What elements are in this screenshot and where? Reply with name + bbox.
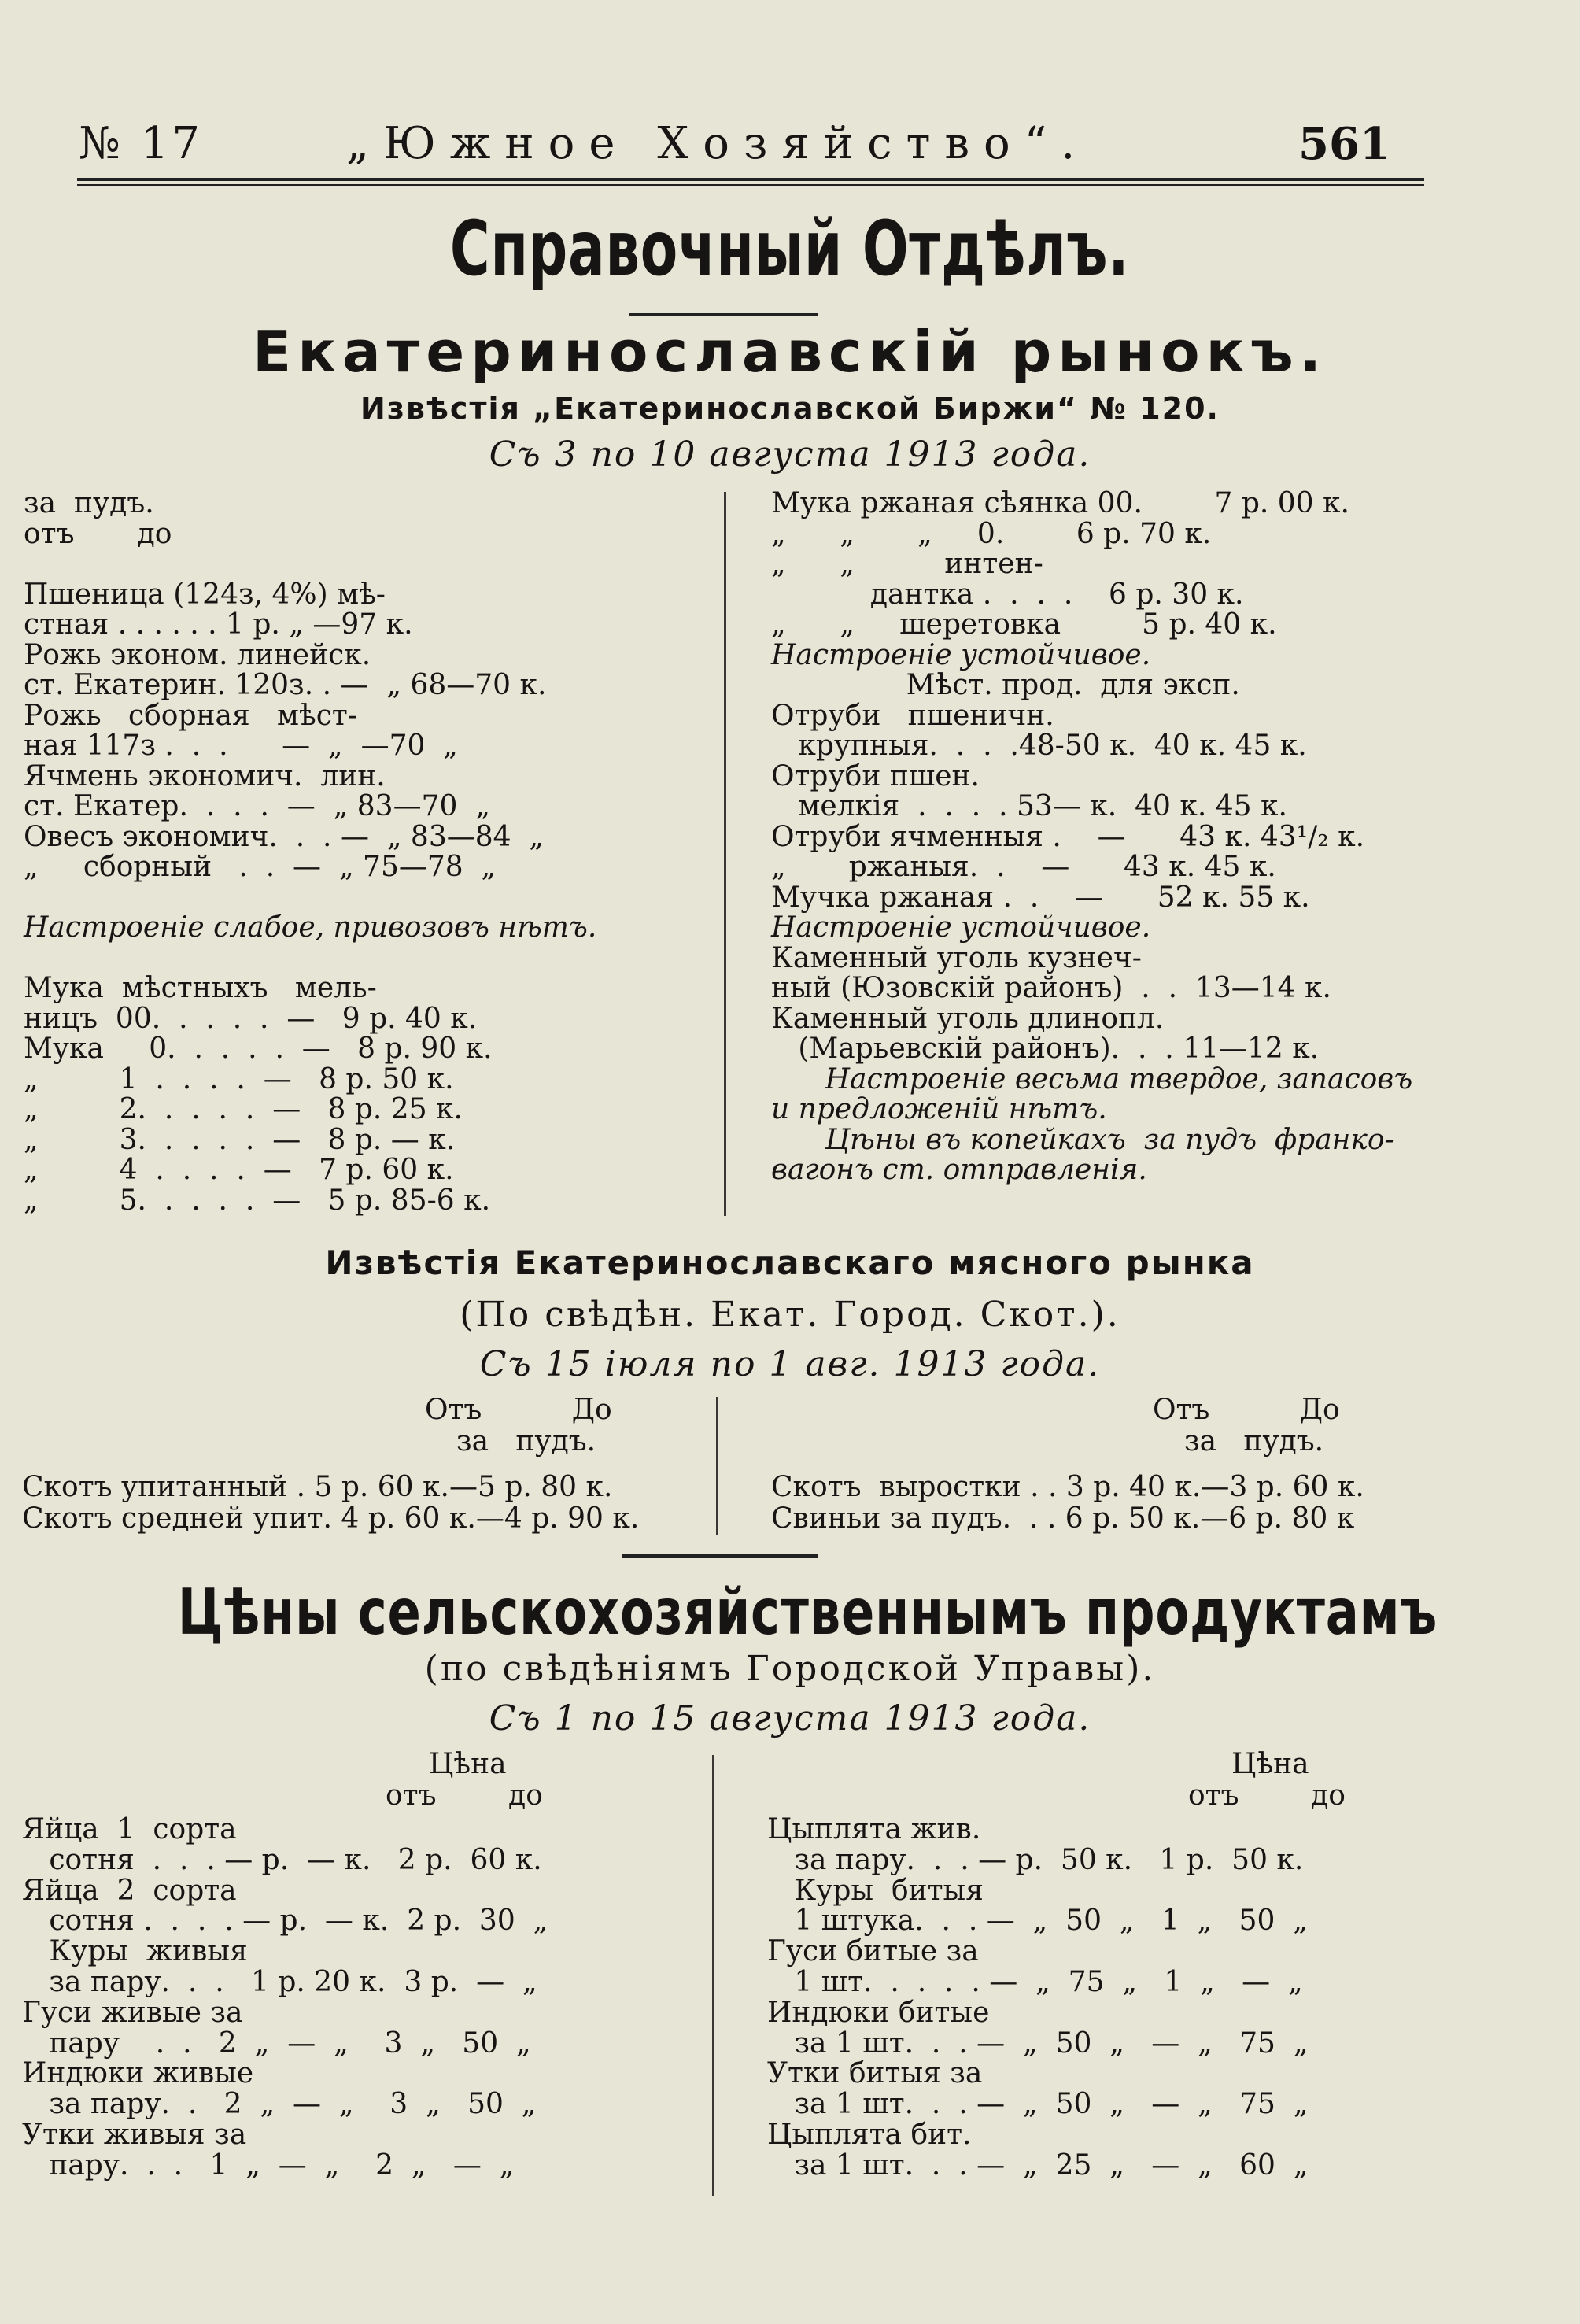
market3-right-line-12: за 1 шт. . . — „ 25 „ — „ 60 „ <box>767 2148 1309 2182</box>
market1-right-line-2: „ „ „ 0. 6 р. 70 к. <box>771 517 1212 550</box>
market1-left-line-7: ст. Екатерин. 120з. . — „ 68—70 к. <box>24 669 547 701</box>
page-number: 561 <box>1298 118 1390 170</box>
market3-divider <box>622 1554 818 1558</box>
market1-right-line-22: Цѣны въ копейкахъ за пудъ франко- <box>771 1123 1394 1156</box>
market2-left-head-unit: за пудъ. <box>456 1425 596 1458</box>
market1-left-line-18: ницъ 00. . . . . — 9 р. 40 к. <box>24 1002 478 1035</box>
market1-right-line-1: Мука ржаная сѣянка 00. 7 р. 00 к. <box>771 487 1349 519</box>
market1-left-line-4: Пшеница (124з, 4%) мѣ- <box>24 578 386 611</box>
market3-source: (по свѣдѣніямъ Городской Управы). <box>424 1649 1156 1689</box>
market3-left-line-2: сотня . . . — р. — к. 2 р. 60 к. <box>22 1843 542 1876</box>
market1-left-line-5: стная . . . . . . 1 р. „ —97 к. <box>24 608 413 641</box>
market3-left-line-6: за пару. . . 1 р. 20 к. 3 р. — „ <box>22 1966 537 1998</box>
market1-right-line-7: Мѣст. прод. для эксп. <box>771 669 1240 701</box>
market1-right-line-5: „ „ шеретовка 5 р. 40 к. <box>771 608 1277 641</box>
market3-left-line-1: Яйца 1 сорта <box>22 1813 237 1846</box>
market3-right-line-5: Гуси битые за <box>767 1935 979 1968</box>
market1-left-line-13: „ сборный . . — „ 75—78 „ <box>24 851 497 883</box>
market2-right-row-1: Скотъ выростки . . 3 р. 40 к.—3 р. 60 к. <box>771 1471 1364 1503</box>
market3-dates: Съ 1 по 15 августа 1913 года. <box>489 1698 1091 1738</box>
market3-left-line-5: Куры живыя <box>22 1935 248 1968</box>
market1-left-line-21: „ 2. . . . . — 8 р. 25 к. <box>24 1093 463 1125</box>
market1-left-line-19: Мука 0. . . . . — 8 р. 90 к. <box>24 1033 493 1065</box>
market3-right-line-11: Цыплята бит. <box>767 2119 972 2151</box>
market3-right-line-9: Утки битыя за <box>767 2057 983 2090</box>
market1-right-line-15: Настроеніе устойчивое. <box>771 911 1151 944</box>
issue-number: № 17 <box>79 118 204 169</box>
market1-left-line-6: Рожь эконом. линейск. <box>24 638 371 671</box>
market1-right-line-6: Настроеніе устойчивое. <box>771 638 1151 671</box>
market3-title-wrap <box>0 1576 1580 1649</box>
market2-column-divider <box>716 1397 718 1535</box>
market3-right-line-10: за 1 шт. . . — „ 50 „ — „ 75 „ <box>767 2088 1309 2121</box>
market1-left-line-8: Рожь сборная мѣст- <box>24 699 357 732</box>
market3-left-line-7: Гуси живые за <box>22 1996 243 2029</box>
market1-right-line-16: Каменный уголь кузнеч- <box>771 941 1142 974</box>
market1-right-line-3: „ „ интен- <box>771 548 1043 580</box>
market1-right-line-17: ный (Юзовскій районъ) . . 13—14 к. <box>771 972 1331 1004</box>
market1-dates: Съ 3 по 10 августа 1913 года. <box>489 434 1091 475</box>
market2-left-row-1: Скотъ упитанный . 5 р. 60 к.—5 р. 80 к. <box>22 1471 613 1503</box>
market1-left-line-2: отъ до <box>24 517 172 550</box>
journal-title: „Южное Хозяйство“. <box>346 118 1090 169</box>
header-rule-bottom <box>77 184 1424 186</box>
market1-column-divider <box>724 492 726 1216</box>
market3-column-divider <box>712 1755 714 2196</box>
market1-right-line-23: вагонъ ст. отправленія. <box>771 1154 1147 1186</box>
market1-right-line-14: Мучка ржаная . . — 52 к. 55 к. <box>771 881 1310 914</box>
market2-left-head-from-to: Отъ До <box>425 1394 612 1426</box>
market1-left-line-11: ст. Екатер. . . . — „ 83—70 „ <box>24 790 490 822</box>
market1-right-line-8: Отруби пшеничн. <box>771 699 1054 732</box>
market3-left-line-10: за пару. . 2 „ — „ 3 „ 50 „ <box>22 2088 537 2121</box>
market3-title: Цѣны сельскохозяйственнымъ продуктамъ <box>177 1576 1438 1649</box>
market1-right-line-12: Отруби ячменныя . — 43 к. 43¹/₂ к. <box>771 820 1365 853</box>
market2-right-row-2: Свиньи за пудъ. . . 6 р. 50 к.—6 р. 80 к <box>771 1502 1355 1535</box>
market1-right-line-10: Отруби пшен. <box>771 759 980 793</box>
market3-right-line-2: за пару. . . — р. 50 к. 1 р. 50 к. <box>767 1843 1304 1876</box>
market3-left-line-4: сотня . . . . — р. — к. 2 р. 30 „ <box>22 1905 548 1938</box>
market1-right-line-9: крупныя. . . .48-50 к. 40 к. 45 к. <box>771 730 1307 762</box>
market3-right-line-4: 1 штука. . . — „ 50 „ 1 „ 50 „ <box>767 1905 1308 1938</box>
market1-right-line-4: дантка . . . . 6 р. 30 к. <box>771 578 1244 611</box>
market1-right-line-13: „ ржаныя. . — 43 к. 45 к. <box>771 851 1276 883</box>
market1-left-line-15: Настроеніе слабое, привозовъ нѣтъ. <box>24 911 597 944</box>
market1-left-line-10: Ячмень экономич. лин. <box>24 759 386 793</box>
market2-right-head-unit: за пудъ. <box>1184 1425 1324 1458</box>
market3-right-line-7: Индюки битые <box>767 1996 990 2029</box>
market1-left-line-22: „ 3. . . . . — 8 р. — к. <box>24 1123 456 1156</box>
market1-left-line-23: „ 4 . . . . — 7 р. 60 к. <box>24 1154 454 1186</box>
market3-right-line-8: за 1 шт. . . — „ 50 „ — „ 75 „ <box>767 2027 1309 2060</box>
market3-right-head-price: Цѣна <box>1231 1748 1309 1780</box>
market1-right-line-21: и предложеній нѣтъ. <box>771 1093 1107 1125</box>
market3-right-line-1: Цыплята жив. <box>767 1813 981 1846</box>
market3-left-line-11: Утки живыя за <box>22 2119 247 2151</box>
market1-right-line-18: Каменный уголь длинопл. <box>771 1002 1165 1035</box>
header-rule-top <box>77 178 1424 181</box>
market3-right-head-from-to: отъ до <box>1188 1779 1346 1812</box>
market2-title: Извѣстія Екатеринославскаго мясного рынка <box>325 1243 1255 1282</box>
market2-source: (По свѣдѣн. Екат. Город. Скот.). <box>460 1295 1120 1335</box>
market3-left-line-3: Яйца 2 сорта <box>22 1874 237 1907</box>
market2-left-row-2: Скотъ средней упит. 4 р. 60 к.—4 р. 90 к. <box>22 1502 640 1535</box>
market2-right-head-from-to: Отъ До <box>1153 1394 1340 1426</box>
market3-left-head-price: Цѣна <box>429 1748 507 1780</box>
market3-left-line-8: пару . . 2 „ — „ 3 „ 50 „ <box>22 2027 531 2060</box>
market2-dates: Съ 15 іюля по 1 авг. 1913 года. <box>479 1344 1101 1384</box>
market3-left-line-9: Индюки живые <box>22 2057 254 2090</box>
market3-left-line-12: пару. . . 1 „ — „ 2 „ — „ <box>22 2148 515 2182</box>
market1-left-line-1: за пудъ. <box>24 487 154 519</box>
market1-title: Екатеринославскій рынокъ. <box>253 319 1327 385</box>
market3-right-line-6: 1 шт. . . . . — „ 75 „ 1 „ — „ <box>767 1966 1303 1998</box>
market1-right-line-11: мелкія . . . . 53— к. 40 к. 45 к. <box>771 790 1287 822</box>
title-divider <box>629 313 818 316</box>
market1-source: Извѣстія „Екатеринославской Биржи“ № 120. <box>360 391 1220 426</box>
market1-left-line-24: „ 5. . . . . — 5 р. 85-6 к. <box>24 1184 491 1217</box>
market1-left-line-12: Овесъ экономич. . . — „ 83—84 „ <box>24 820 545 853</box>
market1-right-line-20: Настроеніе весьма твердое, запасовъ <box>771 1062 1413 1095</box>
market1-right-line-19: (Марьевскій районъ). . . 11—12 к. <box>771 1033 1320 1065</box>
market1-left-line-9: ная 117з . . . — „ —70 „ <box>24 730 458 762</box>
market3-right-line-3: Куры битыя <box>767 1874 984 1907</box>
section-title-wrap <box>0 205 1580 293</box>
section-title: Справочный Отдѣлъ. <box>450 205 1130 293</box>
market3-left-head-from-to: отъ до <box>386 1779 543 1812</box>
market1-left-line-17: Мука мѣстныхъ мель- <box>24 972 377 1004</box>
market1-left-line-20: „ 1 . . . . — 8 р. 50 к. <box>24 1062 454 1095</box>
